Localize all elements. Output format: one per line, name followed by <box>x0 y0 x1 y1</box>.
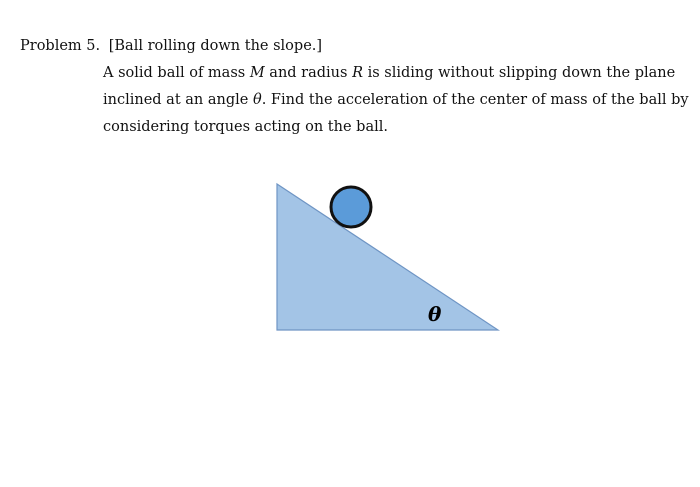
incline-diagram <box>270 175 510 340</box>
statement-line-3: considering torques acting on the ball. <box>103 119 388 135</box>
incline-figure <box>270 175 510 340</box>
radius-symbol: R <box>352 65 363 81</box>
problem-header <box>20 36 322 56</box>
statement-line-1 <box>103 60 675 87</box>
statement-text: and radius <box>264 65 353 81</box>
statement-text: is sliding without slipping down the plane <box>362 65 676 81</box>
mass-symbol: M <box>249 65 265 81</box>
statement-text: inclined at an angle <box>103 92 253 108</box>
angle-symbol: θ <box>252 92 262 108</box>
statement-text: A solid ball of mass <box>103 65 250 81</box>
problem-number: Problem 5. <box>20 38 101 54</box>
problem-statement <box>103 60 689 141</box>
inclined-plane <box>277 184 498 330</box>
statement-line-2 <box>103 87 689 114</box>
statement-text: . Find the acceleration of the center of mass of the ball by <box>261 92 689 108</box>
ball <box>331 187 371 227</box>
angle-label: θ <box>428 302 442 326</box>
problem-title: [Ball rolling down the slope.] <box>108 38 323 54</box>
